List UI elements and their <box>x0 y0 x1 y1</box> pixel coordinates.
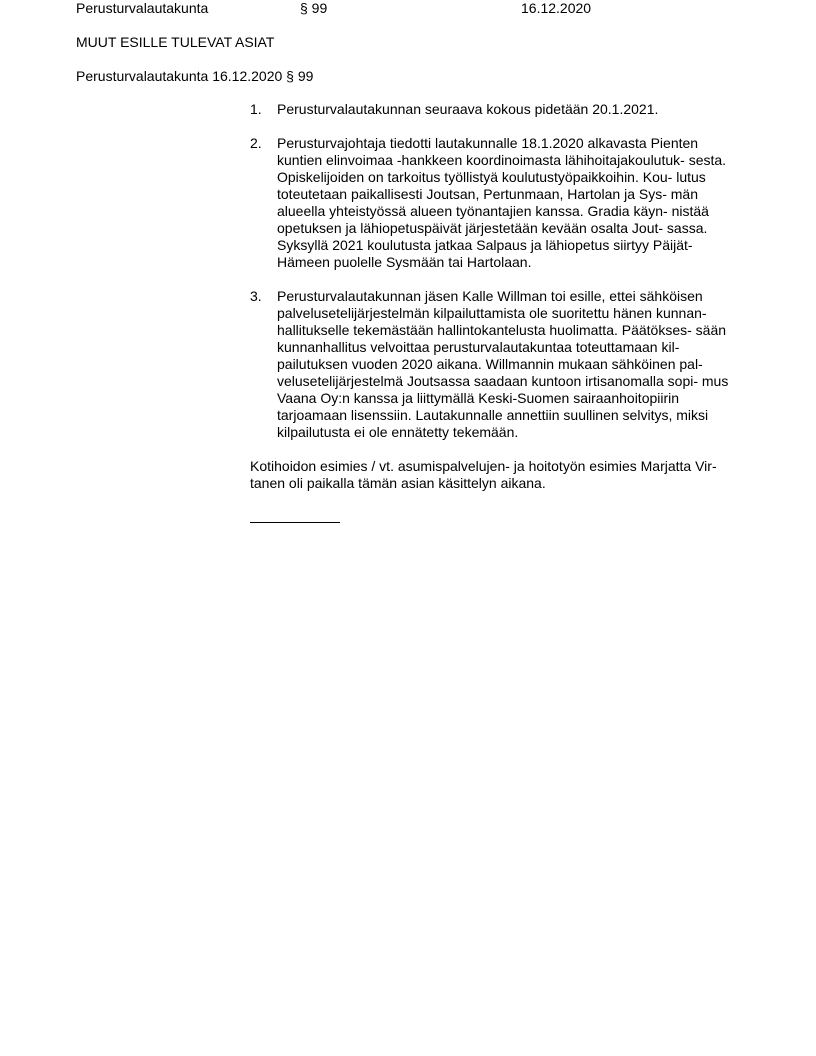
list-item-text: Perusturvajohtaja tiedotti lautakunnalle 18.1.2020 alkavasta Pienten kuntien elinvoimaa -hankkeen koordinoimasta lähihoitajakoulutuk- sesta. Opiskelijoiden on tarkoitus työllistyä koulutustyöpaikkoihin. Kou- lutus toteutetaan paikallisesti Joutsan, Pertunmaan, Hartolan ja Sys- män alueella yhteistyössä alueen työnantajien kanssa. Gradia käyn- nistää opetuksen ja lähiopetuspäivät järjestetään kevään osalta Jout- sassa. Syksyllä 2021 koulutusta jatkaa Salpaus ja lähiopetus siirtyy Päijät-Hämeen puolelle Sysmään tai Hartolaan. <box>277 135 727 270</box>
list-item-number: 3. <box>250 288 262 304</box>
list-item <box>250 101 745 118</box>
list-item-text: Perusturvalautakunnan jäsen Kalle Willman toi esille, ettei sähköisen palvelusetelijärjestelmän kilpailuttamista ole suoritettu hänen kunnan- hallitukselle tekemästään hallintokantelusta huolimatta. Päätökses- sään kunnanhallitus velvoittaa perusturvalautakuntaa toteuttamaan kil- pailutuksen vuoden 2020 aikana. Willmannin mukaan sähköinen pal- velusetelijärjestelmä Joutsassa saadaan kuntoon irtisanomalla sopi- mus Vaana Oy:n kanssa ja liittymällä Keski-Suomen sairaanhoitopiirin tarjoamaan lisenssiin. Lautakunnalle annettiin suullinen selvitys, miksi kilpailutusta ei ole ennätetty tekemään. <box>277 288 729 440</box>
list-item <box>250 135 745 271</box>
meeting-reference: Perusturvalautakunta 16.12.2020 § 99 <box>76 68 314 84</box>
body-column <box>250 101 745 523</box>
header-section: § 99 <box>300 0 328 16</box>
header-date: 16.12.2020 <box>521 0 592 16</box>
list-item <box>250 288 745 441</box>
list-item-text: Perusturvalautakunnan seuraava kokous pidetään 20.1.2021. <box>277 101 659 117</box>
section-title: MUUT ESILLE TULEVAT ASIAT <box>76 34 275 50</box>
closing-paragraph: Kotihoidon esimies / vt. asumispalvelujen- ja hoitotyön esimies Marjatta Vir- tanen oli paikalla tämän asian käsittelyn aikana. <box>250 458 717 491</box>
header-committee: Perusturvalautakunta <box>76 0 209 16</box>
list-item-number: 2. <box>250 135 262 151</box>
signature-rule <box>250 522 340 523</box>
list-item-number: 1. <box>250 101 262 117</box>
